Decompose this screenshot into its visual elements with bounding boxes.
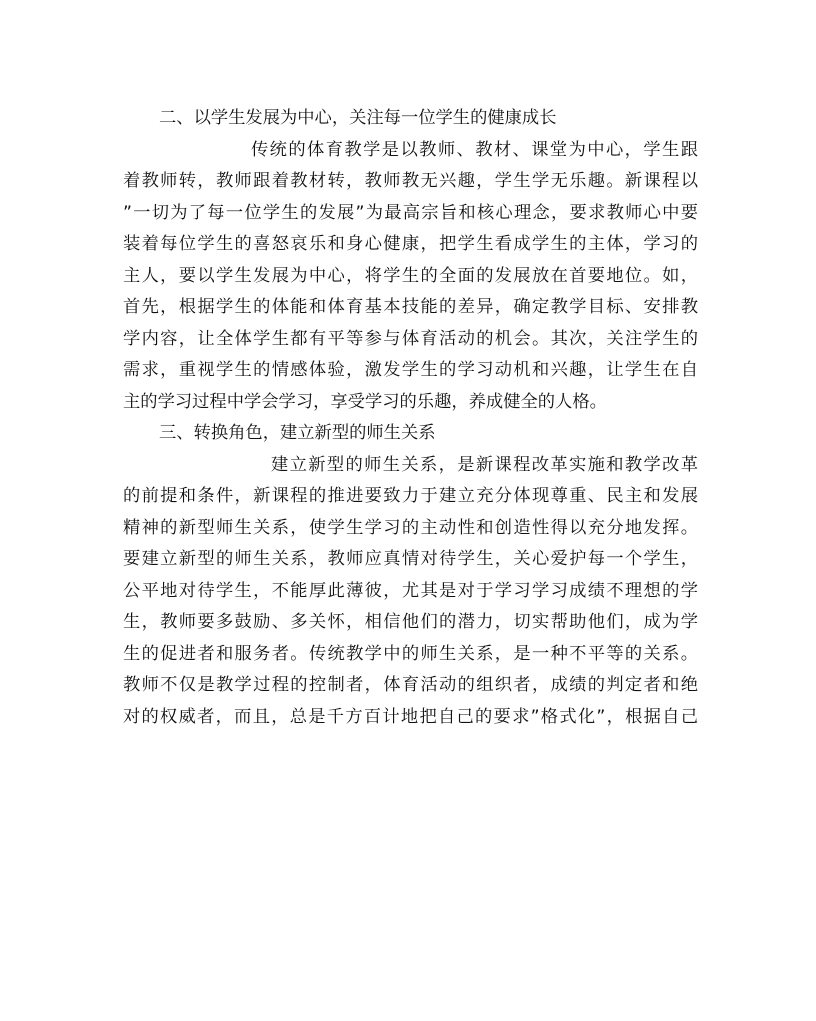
paragraph-line: 公平地对待学生，不能厚此薄彼，尤其是对于学习学习成绩不理想的学	[123, 580, 698, 601]
paragraph-line: 主的学习过程中学会学习，享受学习的乐趣，养成健全的人格。	[123, 391, 607, 412]
paragraph-line: 建立新型的师生关系，是新课程改革实施和教学改革	[271, 454, 698, 475]
section-3-paragraph	[123, 450, 698, 734]
paragraph-line: 主人，要以学生发展为中心，将学生的全面的发展放在首要地位。如，	[123, 265, 698, 286]
paragraph-line: 生，教师要多鼓励、多关怀，相信他们的潜力，切实帮助他们，成为学	[123, 612, 698, 632]
paragraph-line: 要建立新型的师生关系，教师应真情对待学生，关心爱护每一个学生，	[123, 549, 698, 569]
section-2-paragraph	[123, 135, 698, 419]
paragraph-line: 着教师转，教师跟着教材转，教师教无兴趣，学生学无乐趣。新课程以	[123, 171, 698, 191]
section-2-heading: 二、以学生发展为中心，关注每一位学生的健康成长	[159, 108, 557, 128]
paragraph-line: 的前提和条件，新课程的推进要致力于建立充分体现尊重、民主和发展	[123, 486, 698, 506]
document-body	[123, 103, 698, 733]
paragraph-line: 传统的体育教学是以教师、教材、课堂为中心，学生跟	[251, 139, 698, 160]
paragraph-line: 生的促进者和服务者。传统教学中的师生关系，是一种不平等的关系。	[123, 643, 698, 664]
paragraph-line: 教师不仅是教学过程的控制者，体育活动的组织者，成绩的判定者和绝	[123, 675, 698, 695]
paragraph-line: 需求，重视学生的情感体验，激发学生的学习动机和兴趣，让学生在自	[123, 360, 698, 380]
paragraph-line: 对的权威者，而且，总是千方百计地把自己的要求”格式化”，根据自己	[123, 706, 698, 727]
paragraph-line: 学内容，让全体学生都有平等参与体育活动的机会。其次，关注学生的	[123, 328, 698, 349]
section-3-heading: 三、转换角色，建立新型的师生关系	[159, 423, 436, 443]
paragraph-line: 装着每位学生的喜怒哀乐和身心健康，把学生看成学生的主体，学习的	[123, 234, 698, 254]
paragraph-line: ”一切为了每一位学生的发展”为最高宗旨和核心理念，要求教师心中要	[123, 202, 698, 223]
paragraph-line: 首先，根据学生的体能和体育基本技能的差异，确定教学目标、安排教	[123, 297, 698, 317]
paragraph-line: 精神的新型师生关系，使学生学习的主动性和创造性得以充分地发挥。	[123, 517, 698, 538]
